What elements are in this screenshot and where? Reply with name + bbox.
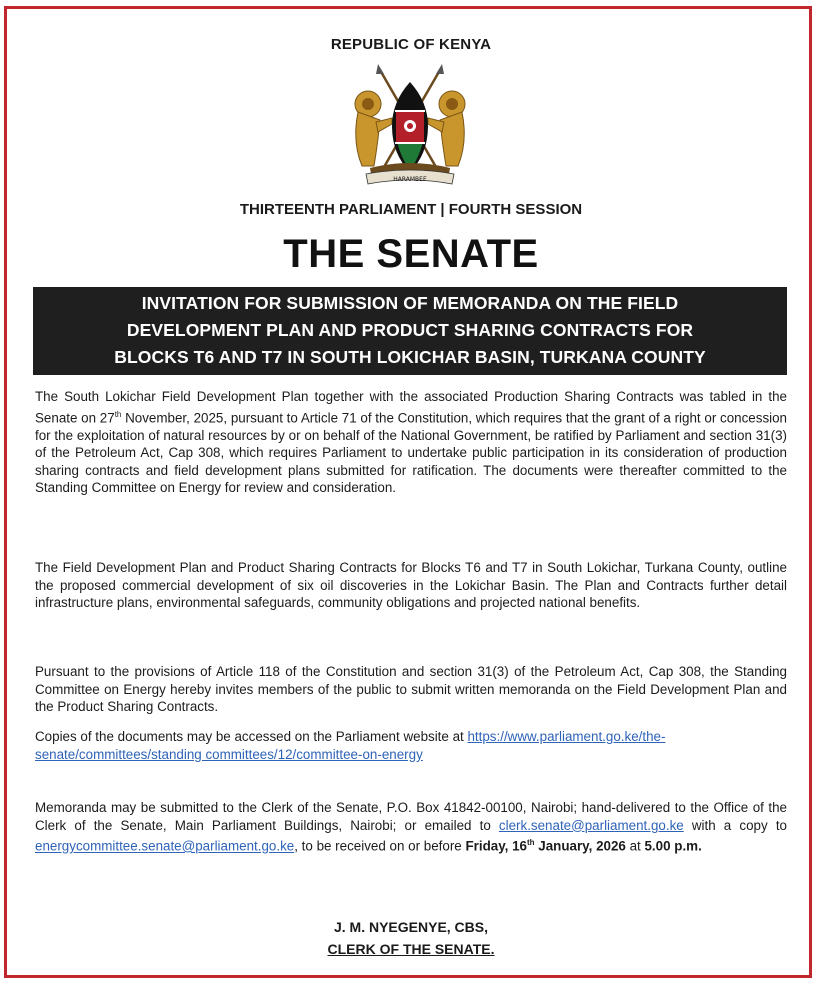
deadline-date-a: Friday, 16: [465, 838, 527, 854]
paragraph-access: [35, 728, 787, 763]
p5-text-b: with a copy to: [683, 817, 787, 833]
p5-text-d: at: [625, 838, 645, 854]
p1-text-a: The South Lokichar Field Development Plan together with the associated Production Sharing Contracts was tabled in the Senate on 27: [35, 389, 787, 426]
banner-line-1: INVITATION FOR SUBMISSION OF MEMORANDA ON THE FIELD: [141, 293, 679, 313]
page-title: THE SENATE: [283, 232, 539, 276]
clerk-email-link[interactable]: clerk.senate@parliament.go.ke: [498, 817, 684, 833]
signatory-name: J. M. NYEGENYE, CBS,: [333, 919, 489, 935]
motto-text: HARAMBEE: [393, 176, 427, 183]
deadline-time: 5.00 p.m.: [644, 838, 702, 854]
p5-text-a: Memoranda may be submitted to the Clerk of the Senate, P.O. Box 41842-00100, Nairobi; hand-delivered to the Office of the Clerk of the Senate, Main Parliament Buildings, Nairobi; or emailed to: [35, 800, 787, 833]
p4-text: Copies of the documents may be accessed on the Parliament website at: [35, 729, 468, 744]
invitation-banner: [33, 287, 787, 375]
banner-line-2: DEVELOPMENT PLAN AND PRODUCT SHARING CONTRACTS FOR: [126, 320, 694, 340]
parliament-website-link[interactable]: https://www.parliament.go.ke/the-senate/committees/standing committees/12/committee-on-energy: [35, 729, 666, 762]
energy-committee-email-link[interactable]: energycommittee.senate@parliament.go.ke: [35, 838, 295, 854]
p1-sup: th: [114, 409, 122, 419]
p1-text-b: November, 2025, pursuant to Article 71 of the Constitution, which requires that the grant of a right or concession for the exploitation of natural resources by or on behalf of the National Government, be ratified by Parliament and section 31(3) of the Petroleum Act, Cap 308, which requires Parliament to undertake public participation in its consideration of production sharing contracts and field development plans submitted for ratification. The documents were thereafter committed to the Standing Committee on Energy for review and consideration.: [35, 410, 788, 496]
deadline-date-b: January, 2026: [534, 838, 626, 854]
session-heading: THIRTEENTH PARLIAMENT | FOURTH SESSION: [239, 201, 583, 218]
signatory-title: CLERK OF THE SENATE.: [327, 941, 495, 957]
paragraph-invitation: Pursuant to the provisions of Article 118 of the Constitution and section 31(3) of the Petroleum Act, Cap 308, the Standing Committee on Energy hereby invites members of the public to submit written memoranda on the Field Development Plan and the Product Sharing Contracts.: [35, 664, 787, 715]
paragraph-description: The Field Development Plan and Product Sharing Contracts for Blocks T6 and T7 in South Lokichar, Turkana County, outline the proposed commercial development of six oil discoveries in the Lokichar Basin. The Plan and Contracts further detail infrastructure plans, environmental safeguards, community obligations and projected national benefits.: [35, 560, 787, 611]
republic-heading: REPUBLIC OF KENYA: [330, 36, 492, 53]
p5-text-c: , to be received on or before: [294, 838, 466, 854]
deadline-date-sup: th: [526, 838, 535, 848]
paragraph-submission: [35, 799, 787, 855]
paragraph-tabling: [35, 388, 787, 497]
banner-line-3: BLOCKS T6 AND T7 IN SOUTH LOKICHAR BASIN, TURKANA COUNTY: [114, 347, 706, 367]
coat-of-arms-icon: [340, 62, 480, 190]
